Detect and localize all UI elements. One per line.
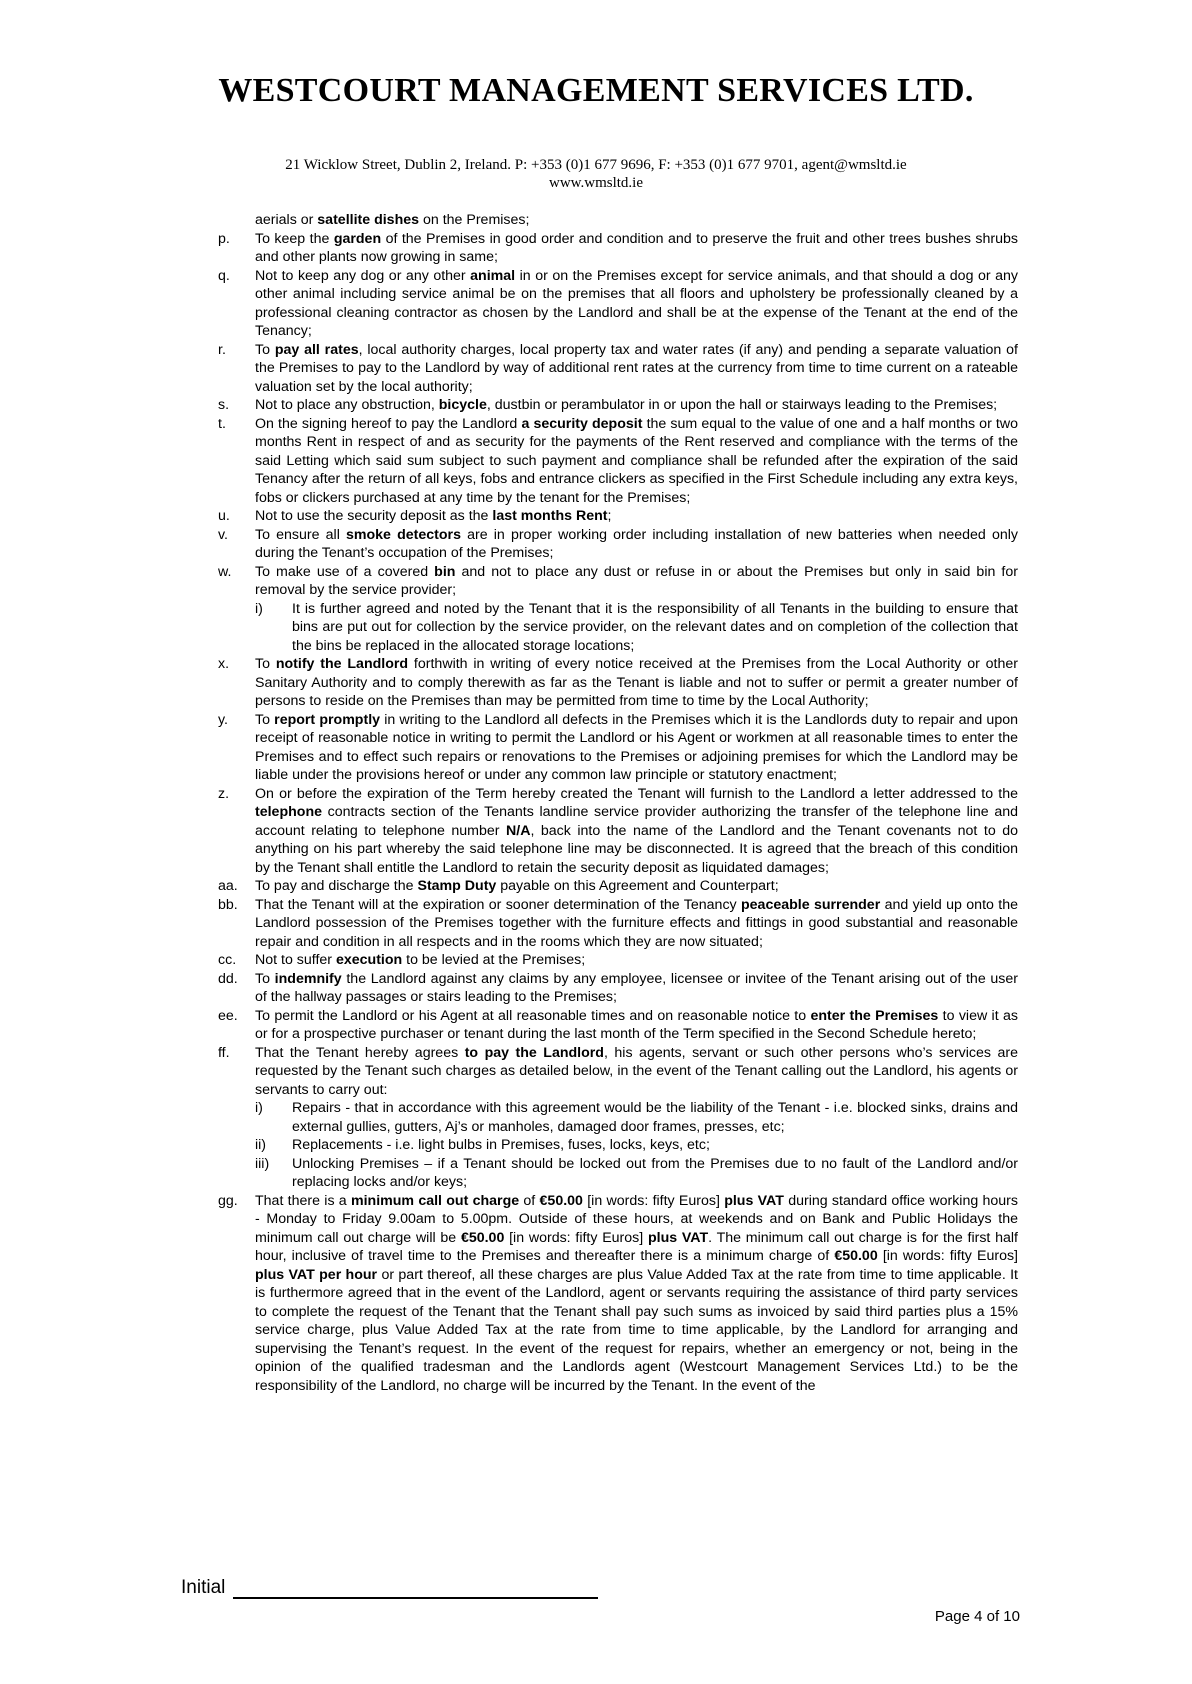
initial-label: Initial	[181, 1577, 226, 1598]
clause-ff: ff. That the Tenant hereby agrees to pay the Landlord, his agents, servant or such other persons who’s services are requested by the Tenant such charges as detailed below, in the event of the Tenant calling out the Landlord, his agents or servants to carry out: i) Repairs - that in accordance with this agreement would be the liability of the Tenant - i.e. blocked sinks, drains and external gullies, gutters, Aj’s or manholes, damaged door frames, presses, etc; ii) Replacements - i.e. light bulbs in Premises, fuses, locks, keys, etc; iii) Unlocking Premises – if a Tenant should be locked out from the Premises due to no fault of the Landlord and/or replacing locks and/or keys;	[218, 1044, 1019, 1190]
clause-x: x. To notify the Landlord forthwith in writing of every notice received at the Premises from the Local Authority or other Sanitary Authority and to comply therewith as far as the Tenant is liable and not to suffer or permit a greater number of persons to reside on the Premises than may be permitted from time to time by the Local Authority;	[218, 656, 1018, 709]
company-website: www.wmsltd.ie	[548, 175, 644, 191]
sub-clause-ff-ii: ii) Replacements - i.e. light bulbs in Premises, fuses, locks, keys, etc;	[255, 1137, 710, 1153]
clause-cc: cc. Not to suffer execution to be levied at the Premises;	[218, 952, 586, 968]
clause-v: v. To ensure all smoke detectors are in proper working order including installation of new batteries when needed only during the Tenant’s occupation of the Premises;	[218, 526, 1018, 561]
clause-s: s. Not to place any obstruction, bicycle, dustbin or perambulator in or upon the hall or stairways leading to the Premises;	[218, 397, 998, 413]
clause-z: z. On or before the expiration of the Term hereby created the Tenant will furnish to the Landlord a letter addressed to the telephone contracts section of the Tenants landline service provider authorizing the transfer of the telephone line and account relating to telephone number N/A, back into the name of the Landlord and the Tenant covenants not to do anything on his part whereby the said telephone line may be disconnected. It is agreed that the breach of this condition by the Tenant shall entitle the Landlord to retain the security deposit as liquidated damages;	[218, 785, 1018, 876]
clause-aa: aa. To pay and discharge the Stamp Duty payable on this Agreement and Counterpart;	[218, 878, 779, 894]
sub-clause-ff-i: i) Repairs - that in accordance with this agreement would be the liability of the Tenant - i.e. blocked sinks, drains and external gullies, gutters, Aj’s or manholes, damaged door frames, presses, etc;	[255, 1100, 1018, 1135]
clause-ee: ee. To permit the Landlord or his Agent at all reasonable times and on reasonable notice to enter the Premises to view it as or for a prospective purchaser or tenant during the last month of the Term specified in the Second Schedule hereto;	[218, 1007, 1018, 1042]
company-name: WESTCOURT MANAGEMENT SERVICES LTD.	[218, 72, 974, 109]
clause-o-continued: aerials or satellite dishes on the Premises;	[255, 212, 530, 228]
clause-q: q. Not to keep any dog or any other animal in or on the Premises except for service animals, and that should a dog or any other animal including service animal be on the premises that all floors and upholstery be professionally cleaned by a professional cleaning contractor as chosen by the Landlord and shall be at the expense of the Tenant at the end of the Tenancy;	[218, 267, 1018, 339]
initial-field	[181, 1577, 598, 1599]
clause-r: r. To pay all rates, local authority charges, local property tax and water rates (if any) and pending a separate valuation of the Premises to pay to the Landlord by way of additional rent rates at the currency from time to time current on a rateable valuation set by the local authority;	[218, 341, 1018, 395]
company-address: 21 Wicklow Street, Dublin 2, Ireland. P: +353 (0)1 677 9696, F: +353 (0)1 677 9701, agent@wmsltd.ie	[285, 157, 907, 173]
sub-clause-ff-iii: iii) Unlocking Premises – if a Tenant should be locked out from the Premises due to no fault of the Landlord and/or replacing locks and/or keys;	[255, 1155, 1018, 1190]
sub-clause-w-i: i) It is further agreed and noted by the Tenant that it is the responsibility of all Tenants in the building to ensure that bins are put out for collection by the service provider, on the relevant dates and on completion of the collection that the bins be replaced in the allocated storage locations;	[255, 600, 1018, 654]
clause-p: p. To keep the garden of the Premises in good order and condition and to preserve the fruit and other trees bushes shrubs and other plants now growing in same;	[218, 230, 1018, 265]
clause-dd: dd. To indemnify the Landlord against any claims by any employee, licensee or invitee of the Tenant arising out of the user of the hallway passages or stairs leading to the Premises;	[218, 970, 1018, 1005]
initial-signature-line	[233, 1579, 598, 1599]
clause-w: w. To make use of a covered bin and not to place any dust or refuse in or about the Premises but only in said bin for removal by the service provider; i) It is further agreed and noted by the Tenant that it is the responsibility of all Tenants in the building to ensure that bins are put out for collection by the service provider, on the relevant dates and on completion of the collection that the bins be replaced in the allocated storage locations;	[218, 563, 1018, 654]
clause-list	[218, 211, 1018, 1395]
clause-gg: gg. That there is a minimum call out charge of €50.00 [in words: fifty Euros] plus VAT during standard office working hours - Monday to Friday 9.00am to 5.00pm. Outside of these hours, at weekends and on Bank and Public Holidays the minimum call out charge will be €50.00 [in words: fifty Euros] plus VAT. The minimum call out charge is for the first half hour, inclusive of travel time to the Premises and thereafter there is a minimum charge of €50.00 [in words: fifty Euros] plus VAT per hour or part thereof, all these charges are plus Value Added Tax at the rate from time to time applicable. It is furthermore agreed that in the event of the Landlord, agent or servants requiring the assistance of third party services to complete the request of the Tenant that the Tenant shall pay such sums as invoiced by said third parties plus a 15% service charge, plus Value Added Tax at the rate from time to time applicable, by the Landlord for arranging and supervising the Tenant’s request. In the event of the request for repairs, whether an emergency or not, being in the opinion of the qualified tradesman and the Landlords agent (Westcourt Management Services Ltd.) to be the responsibility of the Landlord, no charge will be incurred by the Tenant. In the event of the	[218, 1192, 1019, 1394]
clause-bb: bb. That the Tenant will at the expiration or sooner determination of the Tenancy peaceable surrender and yield up onto the Landlord possession of the Premises together with the furniture effects and fittings in good substantial and reasonable repair and condition in all respects and in the rooms which they are now situated;	[218, 896, 1018, 950]
clause-u: u. Not to use the security deposit as the last months Rent;	[218, 508, 612, 524]
page-number: Page 4 of 10	[934, 1608, 1020, 1625]
clause-t: t. On the signing hereof to pay the Landlord a security deposit the sum equal to the value of one and a half months or two months Rent in respect of and as security for the payments of the Rent reserved and compliance with the terms of the said Letting which said sum subject to such payment and compliance shall be refunded after the expiration of the said Tenancy after the return of all keys, fobs and entrance clickers as specified in the First Schedule including any extra keys, fobs or clickers purchased at any time by the tenant for the Premises;	[218, 415, 1018, 506]
clause-y: y. To report promptly in writing to the Landlord all defects in the Premises which it is the Landlords duty to repair and upon receipt of reasonable notice in writing to permit the Landlord or his Agent or workmen at all reasonable times to enter the Premises and to effect such repairs or renovations to the Premises or adjoining premises for which the Landlord may be liable under the provisions hereof or under any common law principle or statutory enactment;	[218, 711, 1018, 783]
